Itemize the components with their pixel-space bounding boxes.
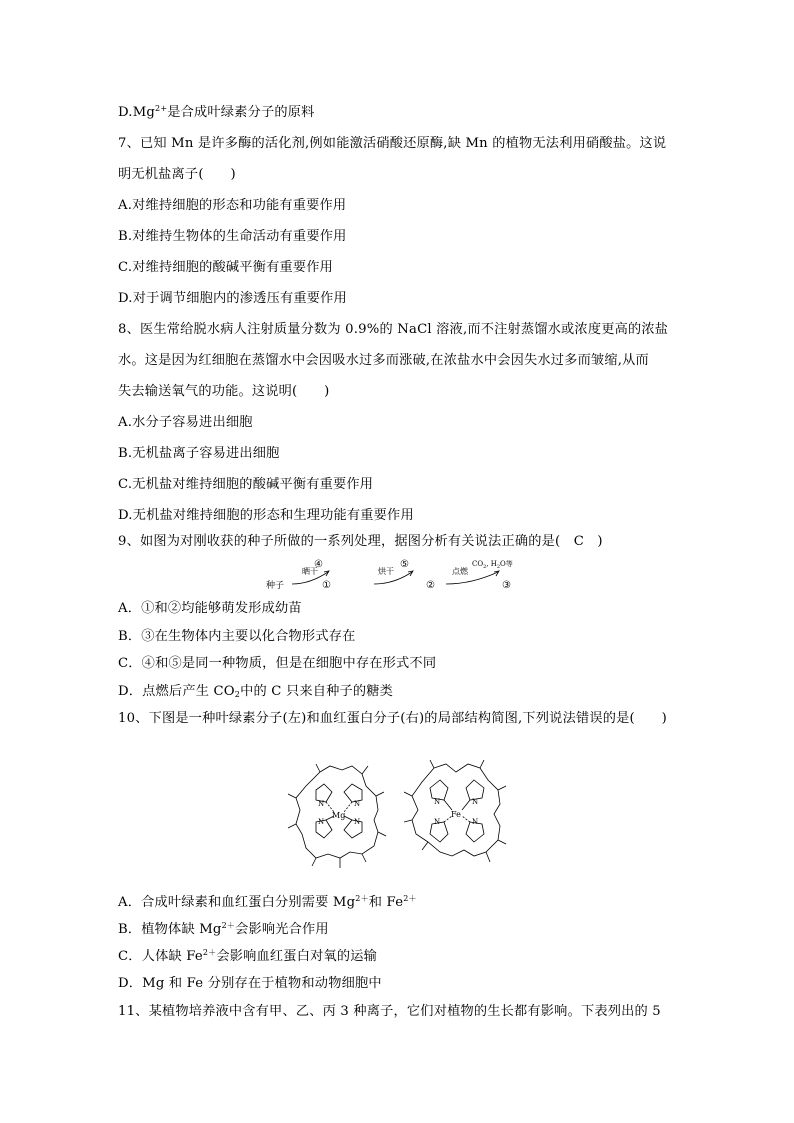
flow-n3: ③: [502, 580, 511, 591]
q10-stem: 10、下图是一种叶绿素分子(左)和血红蛋白分子(右)的局部结构简图,下列说法错误的是( ): [118, 711, 667, 726]
q6-option-d: $D.Mg^{2+}$是合成叶绿素分子的原料: [118, 104, 315, 120]
flow-n2: ②: [426, 580, 435, 591]
chl-center-mg: Mg: [332, 811, 346, 820]
flow-step2-label: 烘干: [378, 567, 394, 576]
q7-stem-line1: 7、已知 Mn 是许多酶的活化剂,例如能激活硝酸还原酶,缺 Mn 的植物无法利用硝酸盐。这说: [118, 136, 667, 151]
chlorophyll-structure-diagram: [286, 758, 392, 870]
heme-center-fe: Fe: [451, 810, 461, 819]
q8-option-d: D.无机盐对维持细胞的形态和生理功能有重要作用: [118, 508, 414, 523]
q10-option-a: A．合成叶绿素和血红蛋白分别需要 $Mg^{2+}$和 $Fe^{2+}$: [118, 894, 417, 910]
q8-stem-line3: 失去输送氧气的功能。这说明( ): [118, 384, 330, 399]
q10-option-c: C．人体缺 $Fe^{2+}$会影响血红蛋白对氧的运输: [118, 948, 378, 964]
q9-option-d: D．点燃后产生 $CO_2$中的 C 只来自种子的糖类: [118, 684, 394, 699]
q8-stem-line2: 水。这是因为红细胞在蒸馏水中会因吸水过多而涨破,在浓盐水中会因失水过多而皱缩,从而: [118, 353, 649, 368]
flow-gas-label: $CO_2$, $H_2O$等: [472, 560, 513, 570]
chl-n-3: N: [318, 818, 325, 826]
flow-n1: ①: [322, 580, 331, 591]
q9-option-a: A．①和②均能够萌发形成幼苗: [118, 601, 302, 616]
flow-n4: ④: [314, 559, 323, 570]
chl-n-1: N: [318, 800, 325, 808]
q7-option-d: D.对于调节细胞内的渗透压有重要作用: [118, 291, 347, 306]
flow-step1-label: 晒干: [302, 567, 318, 576]
q8-option-a: A.水分子容易进出细胞: [118, 415, 253, 430]
q9-stem: 9、如图为对刚收获的种子所做的一系列处理，据图分析有关说法正确的是( C ): [118, 534, 603, 549]
q10-option-b: B．植物体缺 $Mg^{2+}$会影响光合作用: [118, 921, 329, 937]
q7-option-c: C.对维持细胞的酸碱平衡有重要作用: [118, 260, 334, 275]
heme-n-2: N: [472, 798, 479, 806]
heme-structure-diagram: [404, 758, 510, 870]
flow-seed-label: 种子: [266, 581, 285, 591]
flow-step3-label: 点燃: [452, 567, 468, 576]
heme-n-3: N: [434, 818, 441, 826]
q11-stem-line1: 11、某植物培养液中含有甲、乙、丙 3 种离子，它们对植物的生长都有影响。下表列出的 5: [118, 1004, 661, 1019]
q8-option-c: C.无机盐对维持细胞的酸碱平衡有重要作用: [118, 477, 374, 492]
flow-n5: ⑤: [400, 559, 409, 570]
q9-option-c: C．④和⑤是同一种物质，但是在细胞中存在形式不同: [118, 656, 437, 671]
chl-n-4: N: [354, 818, 361, 826]
q10-option-d: D．Mg 和 Fe 分别存在于植物和动物细胞中: [118, 976, 382, 991]
q7-option-b: B.对维持生物体的生命活动有重要作用: [118, 229, 347, 244]
q7-option-a: A.对维持细胞的形态和功能有重要作用: [118, 198, 347, 213]
q9-option-b: B．③在生物体内主要以化合物形式存在: [118, 629, 356, 644]
q7-stem-line2: 明无机盐离子( ): [118, 167, 236, 182]
q8-stem-line1: 8、医生常给脱水病人注射质量分数为 0.9%的 NaCl 溶液,而不注射蒸馏水或浓度更高的浓盐: [118, 322, 669, 337]
seed-processing-flow-diagram: [262, 558, 532, 598]
chl-n-2: N: [354, 800, 361, 808]
q8-option-b: B.无机盐离子容易进出细胞: [118, 446, 280, 461]
heme-n-1: N: [434, 798, 441, 806]
heme-n-4: N: [472, 818, 479, 826]
